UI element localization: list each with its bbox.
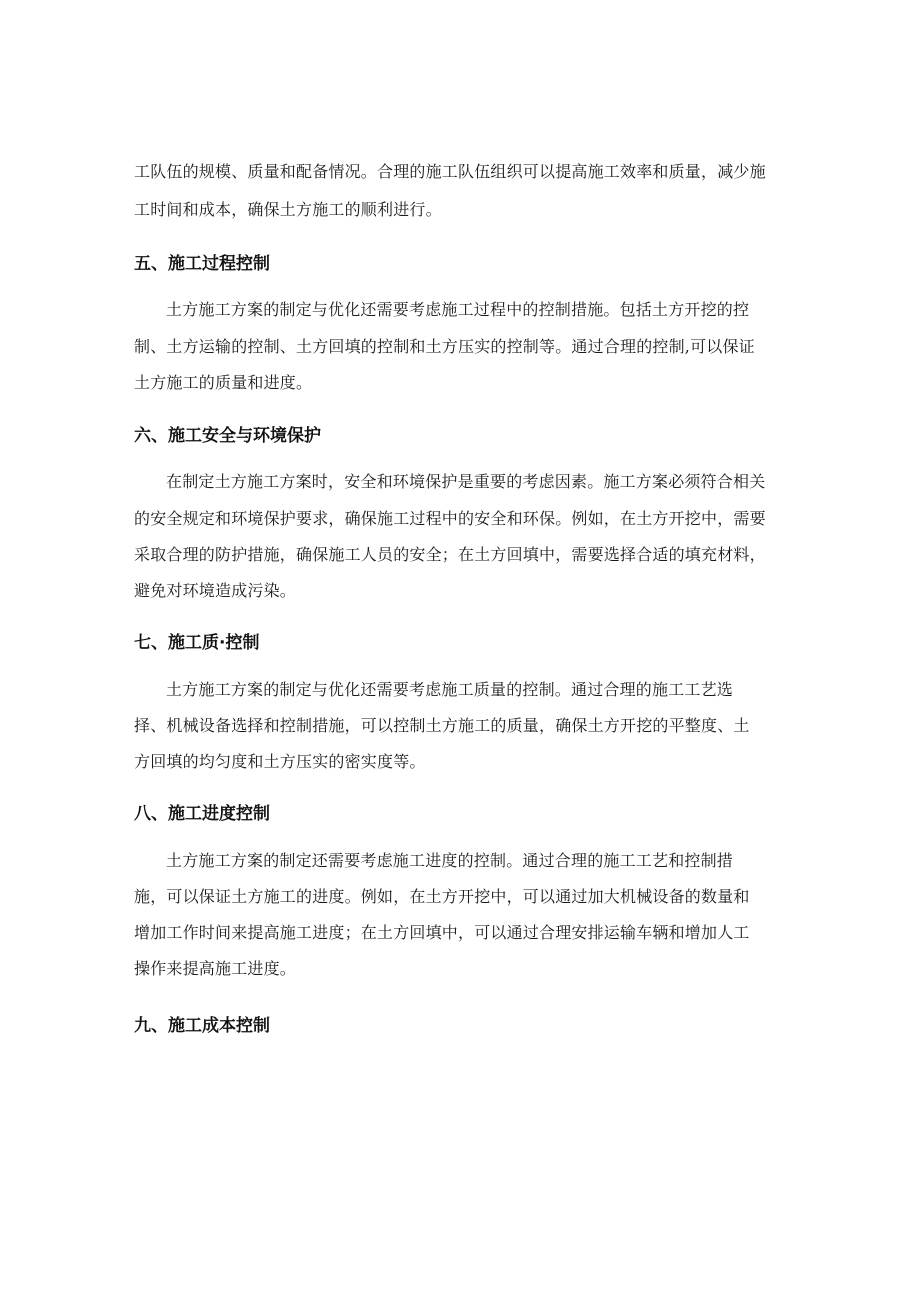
section-6-line-4: 避免对环境造成污染。	[134, 581, 297, 600]
section-8-line-1: 土方施工方案的制定还需要考虑施工进度的控制。通过合理的施工工艺和控制措	[166, 851, 734, 870]
section-5-line-3: 土方施工的质量和进度。	[134, 373, 313, 392]
intro-line-1: 工队伍的规模、质量和配备情况。合理的施工队伍组织可以提高施工效率和质量，减少施	[134, 162, 766, 181]
section-heading-6: 六、施工安全与环境保护	[134, 426, 321, 446]
section-8-line-3: 增加工作时间来提高施工进度；在土方回填中，可以通过合理安排运输车辆和增加人工	[134, 923, 750, 942]
section-heading-9: 九、施工成本控制	[134, 1016, 270, 1036]
section-8-line-4: 操作来提高施工进度。	[134, 959, 297, 978]
section-heading-8: 八、施工进度控制	[134, 804, 270, 824]
section-5-line-1: 土方施工方案的制定与优化还需要考虑施工过程中的控制措施。包括土方开挖的控	[166, 300, 750, 319]
section-7-line-2: 择、机械设备选择和控制措施，可以控制土方施工的质量，确保土方开挖的平整度、土	[134, 716, 750, 735]
section-8-line-2: 施，可以保证土方施工的进度。例如，在土方开挖中，可以通过加大机械设备的数量和	[134, 887, 750, 906]
intro-line-2: 工时间和成本，确保土方施工的顺利进行。	[134, 200, 442, 219]
section-5-line-2: 制、土方运输的控制、土方回填的控制和土方压实的控制等。通过合理的控制,可以保证	[134, 337, 755, 356]
section-heading-5: 五、施工过程控制	[134, 254, 270, 274]
section-7-line-3: 方回填的均匀度和土方压实的密实度等。	[134, 752, 426, 771]
section-6-line-3: 采取合理的防护措施，确保施工人员的安全；在土方回填中，需要选择合适的填充材料，	[134, 545, 766, 564]
section-6-line-1: 在制定土方施工方案时，安全和环境保护是重要的考虑因素。施工方案必须符合相关	[166, 472, 766, 491]
section-6-line-2: 的安全规定和环境保护要求，确保施工过程中的安全和环保。例如，在土方开挖中，需要	[134, 509, 766, 528]
section-7-line-1: 土方施工方案的制定与优化还需要考虑施工质量的控制。通过合理的施工工艺选	[166, 680, 734, 699]
section-heading-7: 七、施工质·控制	[134, 633, 260, 653]
